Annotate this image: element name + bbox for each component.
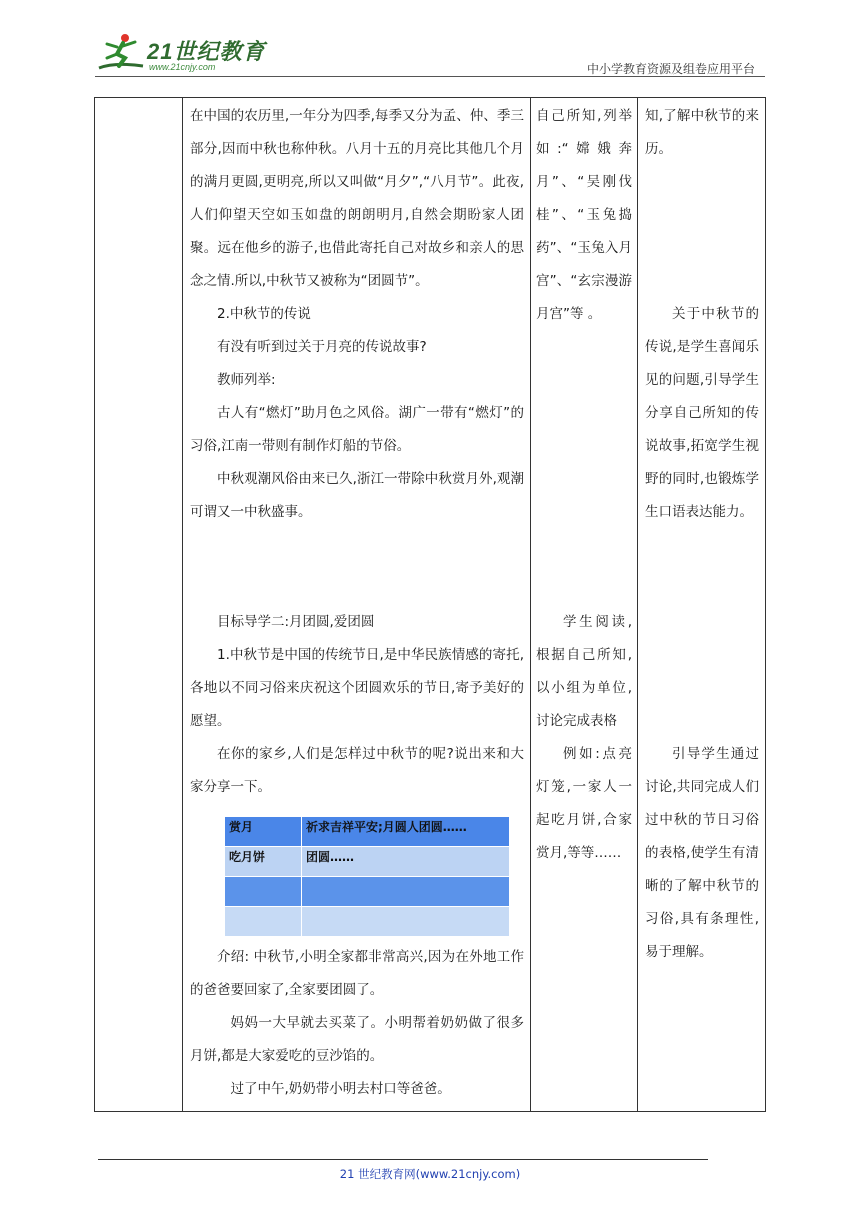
design-intent-b <box>645 298 759 529</box>
table-cell: 团圆…… <box>302 847 510 877</box>
column-divider <box>637 98 638 1111</box>
paragraph-teacher-list: 教师列举: <box>217 372 276 388</box>
table-cell <box>225 877 302 907</box>
paragraph-origin: 在中国的农历里,一年分为四季,每季又分为孟、仲、季三部分,因而中秋也称仲秋。八月十五的月亮比其他几个月的满月更圆,更明亮,所以又叫做“月夕”,“八月节”。此夜,人们仰望天空如玉如盘的朗朗明月,自然会期盼家人团聚。远在他乡的游子,也借此寄托自己对故乡和亲人的思念之情.所以,中秋节又被称为“团圆节”。 <box>190 108 524 289</box>
column-divider <box>182 98 183 1111</box>
student-activity-b <box>536 606 632 870</box>
paragraph-question: 有没有听到过关于月亮的传说故事? <box>217 339 427 355</box>
paragraph-tide: 中秋观潮风俗由来已久,浙江一带除中秋赏月外,观潮可谓又一中秋盛事。 <box>190 471 524 520</box>
logo-text: 21世纪教育 <box>147 39 266 64</box>
platform-title: 中小学教育资源及组卷应用平台 <box>586 62 755 76</box>
table-row <box>225 907 510 937</box>
student-activity-example: 例如:点亮灯笼,一家人一起吃月饼,合家赏月,等等…… <box>536 746 632 861</box>
table-cell <box>225 907 302 937</box>
paragraph-hometown: 在你的家乡,人们是怎样过中秋节的呢?说出来和大家分享一下。 <box>190 746 524 795</box>
table-cell: 祈求吉祥平安;月圆人团圆…… <box>302 817 510 847</box>
table-cell <box>302 877 510 907</box>
runner-logo-icon <box>95 32 147 74</box>
teaching-content-goal2 <box>190 606 524 804</box>
design-intent-c <box>645 738 759 969</box>
footer-divider <box>98 1159 708 1160</box>
paragraph-story-intro: 介绍: 中秋节,小明全家都非常高兴,因为在外地工作的爸爸要回家了,全家要团圆了。 <box>190 949 524 998</box>
paragraph-story-mom: 妈妈一大早就去买菜了。小明帮着奶奶做了很多月饼,都是大家爱吃的豆沙馅的。 <box>190 1015 524 1064</box>
student-activity-a <box>536 100 632 331</box>
table-row <box>225 847 510 877</box>
table-cell: 赏月 <box>225 817 302 847</box>
teaching-content-story <box>190 941 524 1106</box>
paragraph-lanterns: 古人有“燃灯”助月色之风俗。湖广一带有“燃灯”的习俗,江南一带则有制作灯船的节俗。 <box>190 405 524 454</box>
logo-url: www.21cnjy.com <box>149 62 216 72</box>
customs-table <box>224 816 510 937</box>
page-header <box>95 30 765 78</box>
design-intent-a <box>645 100 759 166</box>
table-cell <box>302 907 510 937</box>
goal-heading: 目标导学二:月团圆,爱团圆 <box>217 614 375 630</box>
header-divider <box>95 76 765 77</box>
student-activity-text: 学生阅读,根据自己所知,以小组为单位,讨论完成表格 <box>536 614 632 729</box>
logo <box>95 32 265 74</box>
paragraph-story-noon: 过了中午,奶奶带小明去村口等爸爸。 <box>230 1081 451 1097</box>
footer-link[interactable]: 21 世纪教育网(www.21cnjy.com) <box>339 1167 521 1181</box>
table-row <box>225 877 510 907</box>
design-intent-text: 关于中秋节的传说,是学生喜闻乐见的问题,引导学生分享自己所知的传说故事,拓宽学生视野的同时,也锻炼学生口语表达能力。 <box>645 306 759 520</box>
section-heading-legend: 2.中秋节的传说 <box>217 306 311 322</box>
design-intent-text: 知,了解中秋节的来历。 <box>645 108 759 157</box>
table-cell: 吃月饼 <box>225 847 302 877</box>
paragraph-tradition: 1.中秋节是中国的传统节日,是中华民族情感的寄托,各地以不同习俗来庆祝这个团圆欢乐的节日,寄予美好的愿望。 <box>190 647 524 729</box>
design-intent-text: 引导学生通过讨论,共同完成人们过中秋的节日习俗的表格,使学生有清晰的了解中秋节的习俗,具有条理性,易于理解。 <box>645 746 759 960</box>
student-activity-text: 自己所知,列举如:“嫦娥奔月”、“吴刚伐桂”、“玉兔捣药”、“玉兔入月宫”、“玄宗漫游月宫”等 。 <box>536 108 632 322</box>
table-row <box>225 817 510 847</box>
lesson-table <box>94 97 766 1112</box>
teaching-content-intro <box>190 100 524 529</box>
column-divider <box>530 98 531 1111</box>
